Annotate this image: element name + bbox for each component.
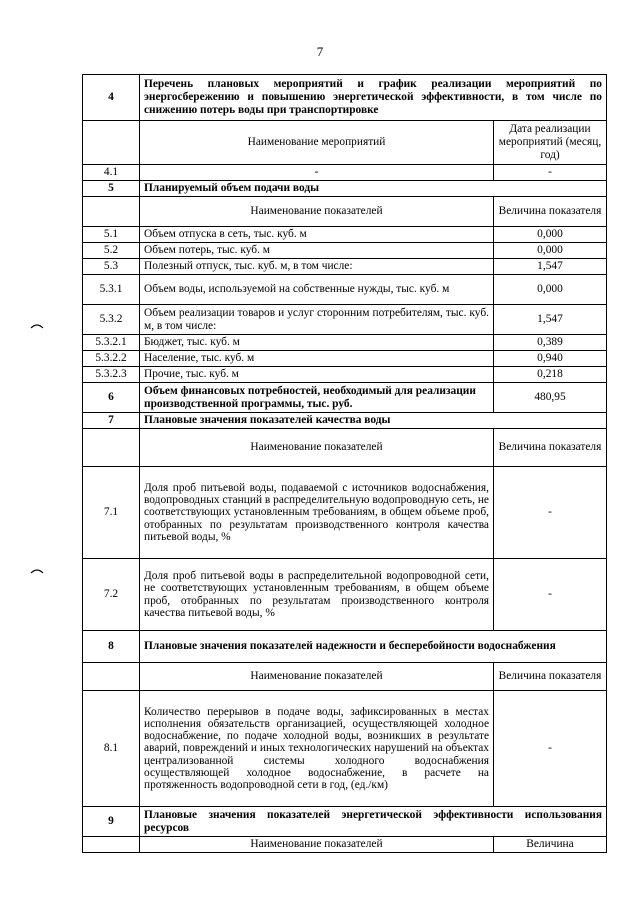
row-number: 5.3.1 <box>83 275 140 305</box>
section-7-header-row <box>83 413 607 429</box>
column-header-value: Величина <box>494 837 607 853</box>
section-title: Планируемый объем подачи воды <box>140 181 607 197</box>
section-9-header-row <box>83 807 607 837</box>
column-header-row <box>83 429 607 467</box>
row-number: 8.1 <box>83 691 140 807</box>
section-number: 9 <box>83 807 140 837</box>
table-row <box>83 243 607 259</box>
section-number: 4 <box>83 75 140 121</box>
table-row <box>83 227 607 243</box>
section-title: Плановые значения показателей энергетической эффективности использования ресурсов <box>140 807 607 837</box>
binding-mark <box>30 567 44 574</box>
empty-cell <box>83 121 140 165</box>
row-number: 7.2 <box>83 559 140 631</box>
table-row <box>83 305 607 335</box>
table-row <box>83 467 607 559</box>
table-row <box>83 275 607 305</box>
table-row <box>83 335 607 351</box>
section-8-header-row <box>83 631 607 663</box>
program-table <box>82 74 607 853</box>
row-name: Население, тыс. куб. м <box>140 351 494 367</box>
column-header-value: Величина показателя <box>494 197 607 227</box>
row-name: Объем отпуска в сеть, тыс. куб. м <box>140 227 494 243</box>
table-row <box>83 559 607 631</box>
row-name: Количество перерывов в подаче воды, зафиксированных в местах исполнения обязательств организацией, осуществляющей холодное водоснабжение, по подаче холодной воды, возникших в результате аварий, повреждений и иных технологических нарушений на объектах централизованной системы холодного водоснабжения осуществляющей холодное водоснабжение, в расчете на протяженность водопроводной сети в год, (ед./км) <box>140 691 494 807</box>
row-number: 5.3 <box>83 259 140 275</box>
column-header-row <box>83 837 607 853</box>
section-number: 8 <box>83 631 140 663</box>
row-name: Доля проб питьевой воды в распределительной водопроводной сети, не соответствующих установленным требованиям, в общем объеме проб, отобранных по результатам производственного контроля качества питьевой воды, % <box>140 559 494 631</box>
column-header-date: Дата реализации мероприятий (месяц, год) <box>494 121 607 165</box>
row-name: Доля проб питьевой воды, подаваемой с источников водоснабжения, водопроводных станций в распределительную водопроводную сеть, не соответствующих установленным требованиям, в общем объеме проб, отобранных по результатам производственного контроля качества питьевой воды, % <box>140 467 494 559</box>
page-number: 7 <box>316 44 324 59</box>
row-value: - <box>494 559 607 631</box>
row-number: 5.3.2 <box>83 305 140 335</box>
row-value: 1,547 <box>494 305 607 335</box>
row-name: Прочие, тыс. куб. м <box>140 367 494 383</box>
section-title: Перечень плановых мероприятий и график реализации мероприятий по энергосбережению и повышению энергетической эффективности, в том числе по снижению потерь воды при транспортировке <box>140 75 607 121</box>
row-value: - <box>494 467 607 559</box>
column-header-row <box>83 197 607 227</box>
row-value: - <box>494 691 607 807</box>
row-number: 4.1 <box>83 165 140 181</box>
row-value: 0,940 <box>494 351 607 367</box>
row-value: - <box>494 165 607 181</box>
column-header-name: Наименование показателей <box>140 837 494 853</box>
row-value: 0,389 <box>494 335 607 351</box>
empty-cell <box>83 197 140 227</box>
section-title: Плановые значения показателей качества воды <box>140 413 607 429</box>
row-value: 0,218 <box>494 367 607 383</box>
table-row <box>83 691 607 807</box>
table-row <box>83 259 607 275</box>
section-5-header-row <box>83 181 607 197</box>
financial-value: 480,95 <box>494 383 607 413</box>
row-name: Объем воды, используемой на собственные нужды, тыс. куб. м <box>140 275 494 305</box>
empty-cell <box>83 837 140 853</box>
row-number: 7.1 <box>83 467 140 559</box>
section-number: 7 <box>83 413 140 429</box>
row-name: Объем реализации товаров и услуг сторонним потребителям, тыс. куб. м, в том числе: <box>140 305 494 335</box>
row-number: 5.2 <box>83 243 140 259</box>
section-number: 5 <box>83 181 140 197</box>
row-number: 5.3.2.1 <box>83 335 140 351</box>
row-name: - <box>140 165 494 181</box>
row-value: 0,000 <box>494 227 607 243</box>
column-header-row <box>83 663 607 691</box>
table-row <box>83 351 607 367</box>
column-header-name: Наименование показателей <box>140 197 494 227</box>
binding-mark <box>30 322 44 329</box>
table-row <box>83 367 607 383</box>
column-header-value: Величина показателя <box>494 429 607 467</box>
table-row <box>83 165 607 181</box>
row-number: 5.3.2.3 <box>83 367 140 383</box>
section-6-row <box>83 383 607 413</box>
section-number: 6 <box>83 383 140 413</box>
row-name: Полезный отпуск, тыс. куб. м, в том числе: <box>140 259 494 275</box>
row-name: Бюджет, тыс. куб. м <box>140 335 494 351</box>
section-4-header-row <box>83 75 607 121</box>
row-number: 5.3.2.2 <box>83 351 140 367</box>
row-name: Объем потерь, тыс. куб. м <box>140 243 494 259</box>
column-header-name: Наименование показателей <box>140 429 494 467</box>
row-value: 0,000 <box>494 243 607 259</box>
section-title: Плановые значения показателей надежности и бесперебойности водоснабжения <box>140 631 607 663</box>
empty-cell <box>83 429 140 467</box>
column-header-name: Наименование показателей <box>140 663 494 691</box>
row-value: 1,547 <box>494 259 607 275</box>
row-value: 0,000 <box>494 275 607 305</box>
row-number: 5.1 <box>83 227 140 243</box>
section-title: Объем финансовых потребностей, необходимый для реализации производственной программы, тыс. руб. <box>140 383 494 413</box>
empty-cell <box>83 663 140 691</box>
column-header-row <box>83 121 607 165</box>
column-header-value: Величина показателя <box>494 663 607 691</box>
column-header-name: Наименование мероприятий <box>140 121 494 165</box>
